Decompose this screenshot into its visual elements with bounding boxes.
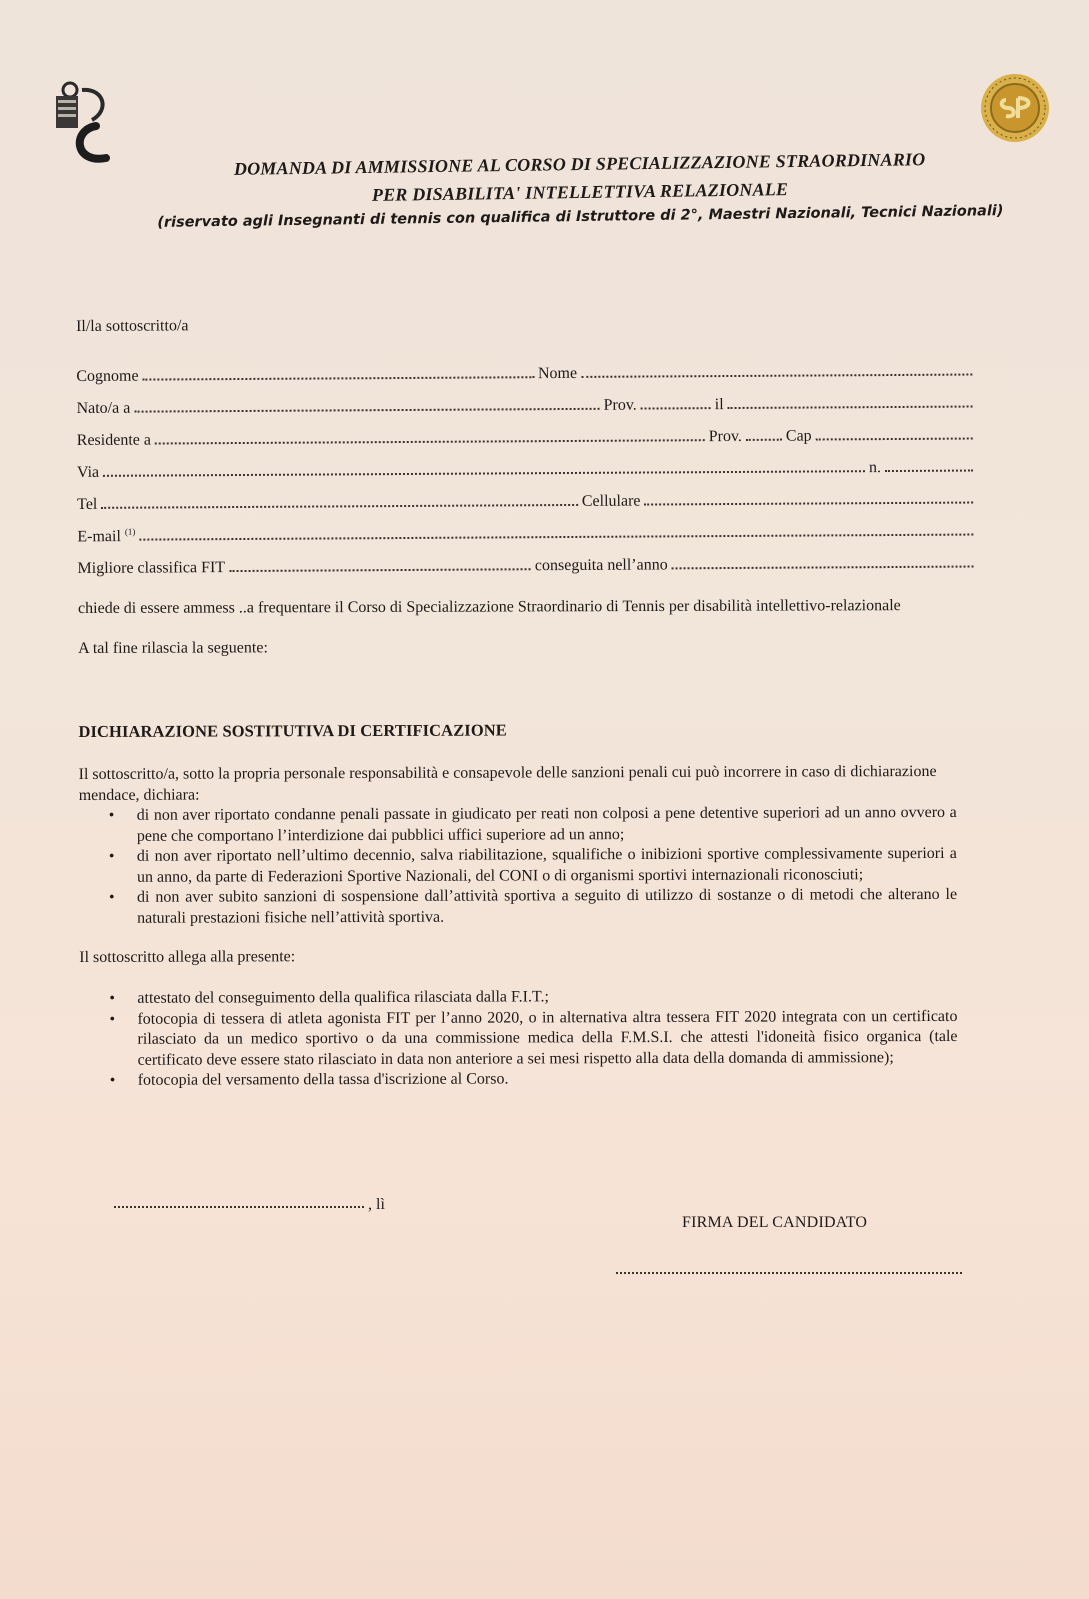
label-email: E-mail $^{(1)}$	[77, 526, 136, 545]
label-residente: Residente a	[76, 431, 152, 449]
signature-field[interactable]	[616, 1272, 962, 1274]
email-footnote-marker: (1)	[124, 526, 136, 537]
label-tel: Tel	[77, 495, 98, 513]
place-date-field	[114, 1196, 385, 1214]
field-prov-nascita[interactable]	[641, 407, 711, 409]
tennis-school-logo	[52, 80, 116, 172]
label-prov-residenza: Prov.	[708, 427, 742, 446]
title-line-1: DOMANDA DI AMMISSIONE AL CORSO DI SPECIALIZZAZIONE STRAORDINARIO	[233, 149, 926, 179]
rilascia-text: A tal fine rilascia la seguente:	[78, 639, 268, 657]
field-numero[interactable]	[885, 470, 973, 473]
field-cellulare[interactable]	[645, 502, 974, 506]
label-nato: Nato/a a	[76, 399, 131, 417]
school-seal-logo	[978, 70, 1052, 146]
field-cognome[interactable]	[143, 376, 534, 380]
request-text: chiede di essere ammess ..a frequentare il Corso di Specializzazione Straordinario di Tennis per disabilità intellettivo-relazionale	[78, 597, 901, 617]
field-luogo-nascita[interactable]	[134, 408, 599, 413]
field-data-nascita[interactable]	[728, 406, 973, 409]
field-residenza[interactable]	[155, 439, 705, 444]
field-cap[interactable]	[816, 438, 973, 441]
title-line-2: PER DISABILITA' INTELLETTIVA RELAZIONALE	[371, 179, 789, 205]
place-suffix: , lì	[368, 1196, 385, 1213]
label-prov-nascita: Prov.	[603, 396, 637, 414]
row-classifica	[77, 540, 977, 577]
declaration-text: Il sottoscritto/a, sotto la propria personale responsabilità e consapevole delle sanzioni penali cui può incorrere in caso di dichiarazione mendace, dichiara:	[78, 763, 937, 804]
list-item: • di non aver riportato condanne penali passate in giudicato per reati non colposi a pene detentive superiori ad un anno ovvero a pene che comportano l’interdizione dai pubblici uffici superiore ad un anno;	[137, 803, 957, 847]
title-subtitle: (riservato agli Insegnanti di tennis con qualifica di Istruttore di 2°, Maestri Nazionali, Tecnici Nazionali)	[157, 203, 1004, 231]
allega-text: Il sottoscritto allega alla presente:	[79, 948, 296, 966]
label-via: Via	[76, 463, 100, 481]
label-cellulare: Cellulare	[581, 492, 641, 510]
field-nome[interactable]	[581, 374, 972, 378]
label-classifica: Migliore classifica FIT	[77, 559, 226, 577]
list-item: • di non aver riportato nell’ultimo decennio, salva riabilitazione, squalifiche o inibizioni sportive complessivamente superiori a un anno, da parte di Federazioni Sportive Nazionali, del CONI o di organismi sportivi internazionali riconosciuti;	[137, 844, 957, 888]
label-conseguita: conseguita nell’anno	[534, 556, 668, 575]
section-heading: DICHIARAZIONE SOSTITUTIVA DI CERTIFICAZIONE	[78, 720, 507, 741]
signature-label: FIRMA DEL CANDIDATO	[682, 1214, 868, 1231]
form-intro: Il/la sottoscritto/a	[76, 317, 189, 335]
label-cap: Cap	[785, 427, 812, 445]
list-item: • fotocopia di tessera di atleta agonista FIT per l’anno 2020, o in alternativa altra tessera FIT 2020 integrata con un certificato rilasciato da un medico sportivo o da una commissione medica della F.M.S.I. che attesti l'idoneità fisico organica (tale certificato deve essere stato rilasciato in data non anteriore a sei mesi rispetto alla data della domanda di ammissione);	[137, 1006, 957, 1070]
list-item: • fotocopia del versamento della tassa d'iscrizione al Corso.	[138, 1068, 958, 1091]
field-anno[interactable]	[672, 566, 974, 570]
declaration-list	[79, 803, 957, 929]
document-title	[149, 144, 1010, 234]
field-classifica[interactable]	[229, 568, 531, 572]
field-luogo-data[interactable]	[114, 1206, 364, 1208]
field-prov-residenza[interactable]	[746, 439, 782, 441]
field-tel[interactable]	[101, 504, 578, 509]
personal-data-form	[76, 313, 978, 578]
list-item: • attestato del conseguimento della qualifica rilasciata dalla F.I.T.;	[137, 986, 957, 1009]
document-body	[78, 597, 1040, 1092]
attachments-list	[79, 986, 957, 1092]
list-item: • di non aver subito sanzioni di sospensione dall’attività sportiva a seguito di utilizzo di sostanze o di metodi che alterano le naturali prestazioni fisiche nell’attività sportiva.	[137, 885, 957, 929]
label-nome: Nome	[537, 364, 578, 383]
label-cognome: Cognome	[76, 367, 139, 385]
field-email[interactable]	[139, 534, 973, 541]
label-numero: n.	[868, 459, 881, 477]
label-il: il	[714, 396, 724, 414]
field-via[interactable]	[103, 470, 865, 477]
